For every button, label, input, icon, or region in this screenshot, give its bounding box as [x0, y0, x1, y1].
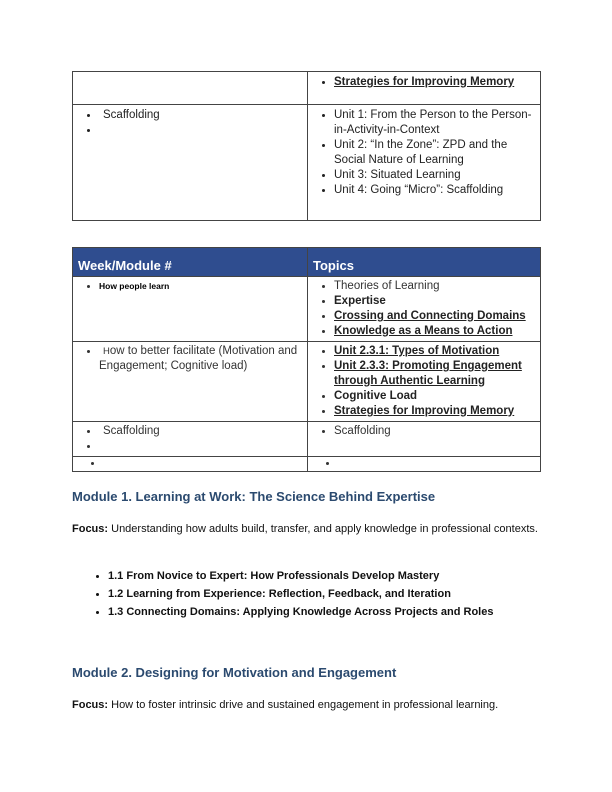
focus-text: How to foster intrinsic drive and sustained engagement in professional learning. — [108, 699, 499, 711]
table-row — [73, 457, 541, 472]
list-item: • Unit 2.3.3: Promoting Engagement through Authentic Learning — [334, 359, 536, 389]
module-cell — [73, 457, 308, 472]
table-row — [73, 72, 541, 105]
list-item: • Unit 3: Situated Learning — [334, 168, 536, 183]
list-item: • Unit 1: From the Person to the Person-in-Activity-in-Context — [334, 108, 536, 138]
table-header-row — [73, 248, 541, 277]
list-item: • Scaffolding — [99, 424, 303, 439]
column-header-topics: Topics — [308, 248, 541, 277]
module-cell — [73, 422, 308, 457]
focus-label: Focus: — [72, 699, 109, 711]
list-item: • 1.3 Connecting Domains: Applying Knowledge Across Projects and Roles — [108, 603, 493, 621]
module-cell — [73, 72, 308, 105]
list-item: • Unit 2.3.1: Types of Motivation — [334, 344, 536, 359]
module-1-heading: Module 1. Learning at Work: The Science Behind Expertise — [72, 489, 436, 504]
focus-label: Focus: — [72, 523, 109, 535]
list-item: • Crossing and Connecting Domains — [334, 309, 536, 324]
module-1-focus — [72, 521, 540, 538]
list-item: • Knowledge as a Means to Action — [334, 324, 536, 339]
list-item: • 1.1 From Novice to Expert: How Professionals Develop Mastery — [108, 567, 493, 585]
column-header-week-module: Week/Module # — [73, 248, 308, 277]
focus-text: Understanding how adults build, transfer, and apply knowledge in professional contexts. — [108, 523, 538, 535]
list-item: • How people learn — [99, 279, 303, 294]
week-module-topics-table — [72, 247, 541, 472]
list-item: • Scaffolding — [334, 424, 536, 439]
table-row — [73, 277, 541, 342]
module-cell — [73, 105, 308, 221]
list-item: • 1.2 Learning from Experience: Reflection, Feedback, and Iteration — [108, 585, 493, 603]
list-item: • Strategies for Improving Memory — [334, 75, 536, 90]
table-row — [73, 105, 541, 221]
list-item — [99, 123, 303, 138]
table-row — [73, 342, 541, 422]
list-item — [103, 457, 303, 470]
module-cell — [73, 342, 308, 422]
topics-cell — [308, 342, 541, 422]
list-item: • Theories of Learning — [334, 279, 536, 294]
list-item: • Scaffolding — [99, 108, 303, 123]
list-item — [338, 457, 536, 470]
topics-cell — [308, 105, 541, 221]
table-row — [73, 422, 541, 457]
module-1-topic-list — [72, 567, 493, 621]
module-cell — [73, 277, 308, 342]
list-item: • Unit 2: “In the Zone”: ZPD and the Social Nature of Learning — [334, 138, 536, 168]
topics-cell — [308, 277, 541, 342]
list-item: • How to better facilitate (Motivation and Engagement; Cognitive load) — [99, 344, 303, 374]
list-item: • Cognitive Load — [334, 389, 536, 404]
topics-cell — [308, 422, 541, 457]
continued-topics-table — [72, 71, 541, 221]
list-item — [99, 439, 303, 454]
topics-cell — [308, 457, 541, 472]
list-item: • Unit 4: Going “Micro”: Scaffolding — [334, 183, 536, 198]
list-item: • Strategies for Improving Memory — [334, 404, 536, 419]
topics-cell — [308, 72, 541, 105]
list-item: • Expertise — [334, 294, 536, 309]
module-2-heading: Module 2. Designing for Motivation and Engagement — [72, 665, 397, 680]
module-2-focus — [72, 697, 540, 714]
